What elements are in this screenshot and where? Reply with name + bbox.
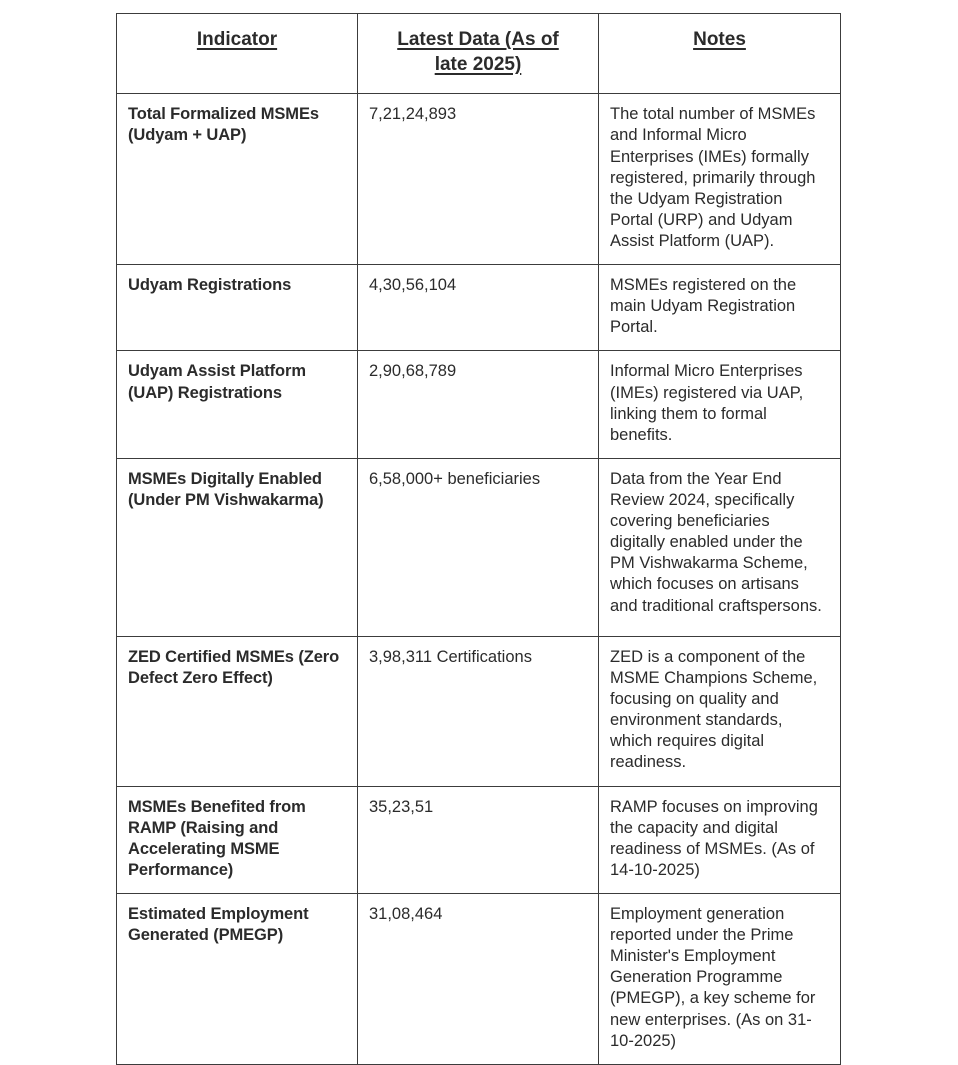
cell-latest-data: 6,58,000+ beneficiaries xyxy=(358,458,599,636)
cell-notes: Informal Micro Enterprises (IMEs) registered via UAP, linking them to formal benefits. xyxy=(599,351,841,458)
cell-notes: Employment generation reported under the Prime Minister's Employment Generation Programme (PMEGP), a key scheme for new enterprises. (As on 31-10-2025) xyxy=(599,894,841,1065)
cell-notes: The total number of MSMEs and Informal Micro Enterprises (IMEs) formally registered, primarily through the Udyam Registration Portal (URP) and Udyam Assist Platform (UAP). xyxy=(599,94,841,265)
cell-indicator: Udyam Assist Platform (UAP) Registrations xyxy=(117,351,358,458)
cell-latest-data: 35,23,51 xyxy=(358,786,599,893)
cell-notes: ZED is a component of the MSME Champions Scheme, focusing on quality and environment standards, which requires digital readiness. xyxy=(599,636,841,786)
column-header-notes xyxy=(599,14,841,94)
cell-indicator: MSMEs Benefited from RAMP (Raising and Accelerating MSME Performance) xyxy=(117,786,358,893)
cell-latest-data: 3,98,311 Certifications xyxy=(358,636,599,786)
column-header-indicator xyxy=(117,14,358,94)
column-header-indicator-text: Indicator xyxy=(196,29,278,50)
cell-latest-data: 7,21,24,893 xyxy=(358,94,599,265)
table-row xyxy=(117,94,841,265)
column-header-latest-data xyxy=(358,14,599,94)
column-header-latest-data-line2: late 2025) xyxy=(434,53,522,75)
table-row xyxy=(117,636,841,786)
cell-latest-data: 31,08,464 xyxy=(358,894,599,1065)
column-header-latest-data-line1: Latest Data (As of xyxy=(397,29,559,50)
table-row xyxy=(117,458,841,636)
table-row xyxy=(117,786,841,893)
cell-indicator: ZED Certified MSMEs (Zero Defect Zero Effect) xyxy=(117,636,358,786)
table-header xyxy=(117,14,841,94)
cell-notes: Data from the Year End Review 2024, specifically covering beneficiaries digitally enabled under the PM Vishwakarma Scheme, which focuses on artisans and traditional craftspersons. xyxy=(599,458,841,636)
cell-notes: RAMP focuses on improving the capacity and digital readiness of MSMEs. (As of 14-10-2025) xyxy=(599,786,841,893)
cell-notes: MSMEs registered on the main Udyam Registration Portal. xyxy=(599,265,841,351)
cell-latest-data: 4,30,56,104 xyxy=(358,265,599,351)
column-header-notes-text: Notes xyxy=(693,29,746,50)
table-row xyxy=(117,351,841,458)
table-body xyxy=(117,94,841,1064)
table-header-row xyxy=(117,14,841,94)
cell-indicator: Total Formalized MSMEs (Udyam + UAP) xyxy=(117,94,358,265)
cell-latest-data: 2,90,68,789 xyxy=(358,351,599,458)
cell-indicator: Udyam Registrations xyxy=(117,265,358,351)
cell-indicator: MSMEs Digitally Enabled (Under PM Vishwakarma) xyxy=(117,458,358,636)
msme-indicators-table xyxy=(116,13,841,1065)
table-row xyxy=(117,265,841,351)
cell-indicator: Estimated Employment Generated (PMEGP) xyxy=(117,894,358,1065)
table-row xyxy=(117,894,841,1065)
